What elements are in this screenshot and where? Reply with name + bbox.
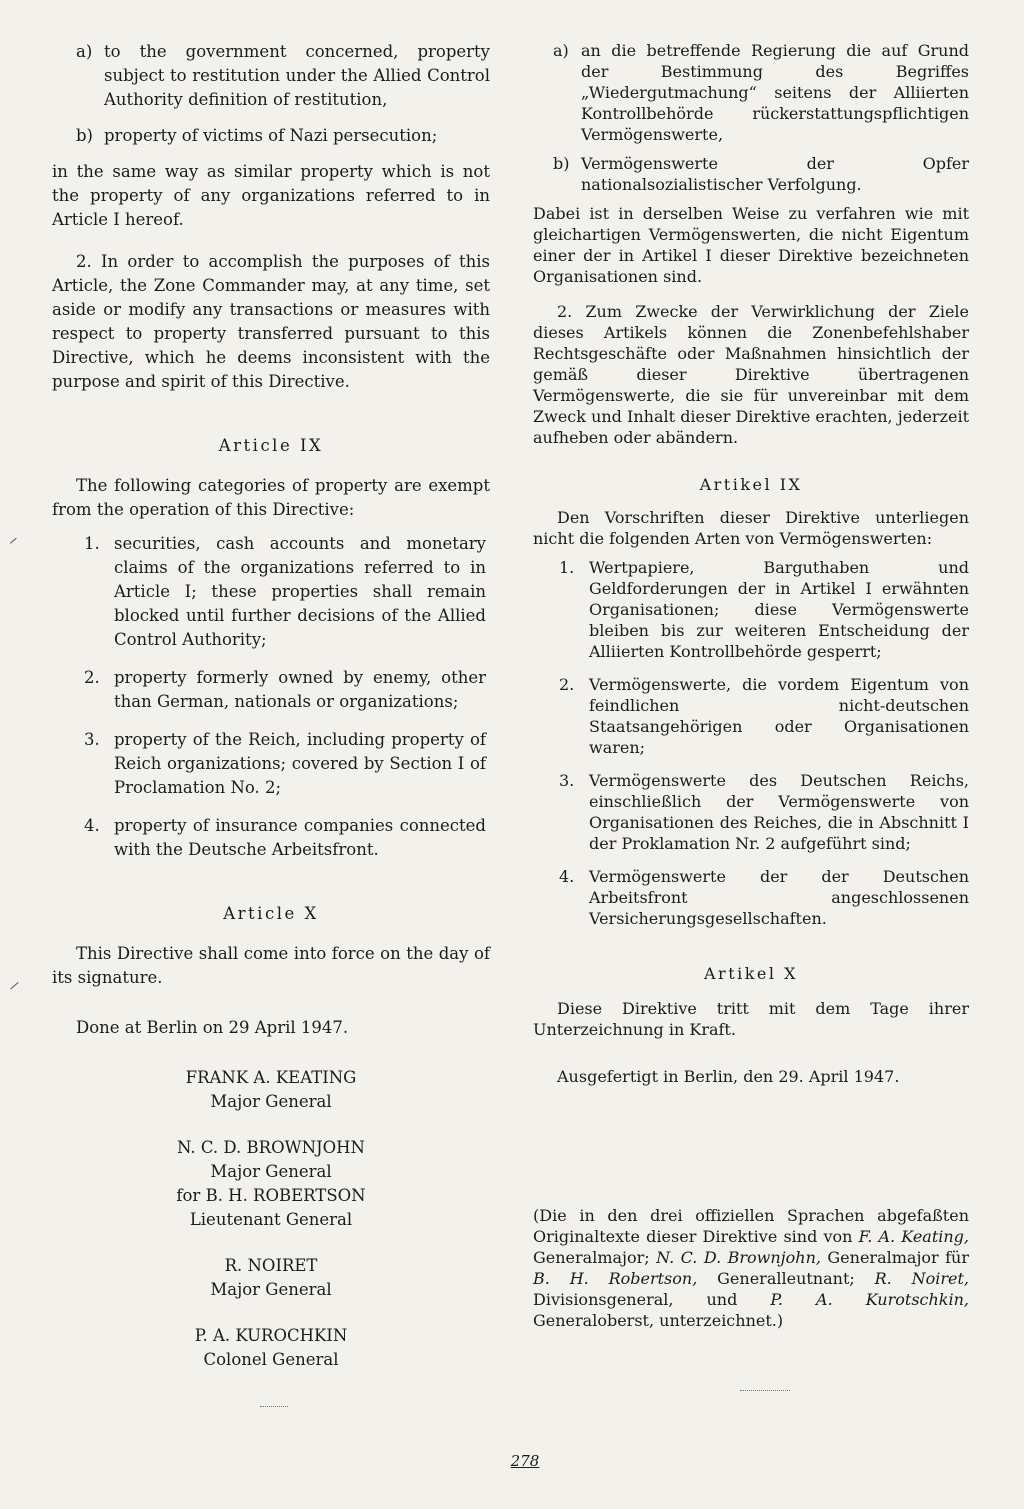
- item-label: 1.: [84, 534, 100, 553]
- note-text: Generalmajor für: [820, 1248, 969, 1267]
- item-text: Vermögenswerte, die vordem Eigentum von feindlichen nicht-deutschen Staatsangehörigen oder Organisationen waren;: [589, 675, 969, 757]
- scan-mark: [260, 1406, 288, 1407]
- note-text: Generalmajor;: [533, 1248, 657, 1267]
- signatory-rank: Major General: [210, 1092, 332, 1111]
- signatory-rank: Colonel General: [203, 1350, 339, 1369]
- item-text: an die betreffende Regierung die auf Grund der Bestimmung des Begriffes „Wiedergutmachung“ seitens der Alliierten Kontrollbehörde rückerstattungspflichtigen Vermögenswerte,: [581, 41, 969, 144]
- paragraph-2: 2. Zum Zwecke der Verwirklichung der Ziele dieses Artikels können die Zonenbefehlshaber Rechtsgeschäfte oder Maßnahmen hinsichtlich der gemäß dieser Direktive übertragenen Vermögenswerte, die sie für unvereinbar mit dem Zweck und Inhalt dieser Direktive erachten, jederzeit aufheben oder abändern.: [533, 302, 969, 447]
- signatory: [52, 1066, 490, 1114]
- item-text: Vermögenswerte des Deutschen Reichs, einschließlich der Vermögenswerte von Organisationen des Reiches, die in Abschnitt I der Proklamation Nr. 2 aufgeführt sind;: [589, 771, 969, 853]
- note-name: P. A. Kurotschkin,: [770, 1290, 969, 1309]
- item-text: Wertpapiere, Barguthaben und Geldforderungen der in Artikel I erwähnten Organisationen; diese Vermögenswerte bleiben bis zur weiteren Entscheidung der Alliierten Kontrollbehörde gesperrt;: [589, 558, 969, 661]
- artikel-ix-heading: Artikel IX: [699, 475, 803, 494]
- signatory-rank: Major General: [210, 1162, 332, 1181]
- signatory: [52, 1324, 490, 1372]
- item-label: b): [76, 126, 93, 145]
- scan-mark: [740, 1390, 790, 1391]
- list-item: [84, 728, 486, 800]
- item-label: 3.: [559, 771, 575, 790]
- german-items-ab: [553, 40, 969, 195]
- note-text: Generalleutnant;: [697, 1269, 875, 1288]
- paragraph-dabei: Dabei ist in derselben Weise zu verfahren wie mit gleichartigen Vermögenswerten, die nicht Eigentum einer der in Artikel I dieser Direktive bezeichneten Organisationen sind.: [533, 204, 969, 286]
- item-text: property formerly owned by enemy, other than German, nationals or organizations;: [114, 668, 486, 711]
- item-text: to the government concerned, property subject to restitution under the Allied Control Authority definition of restitution,: [104, 42, 490, 109]
- article-x-text: This Directive shall come into force on the day of its signature.: [52, 944, 490, 987]
- article-ix-list: [84, 532, 486, 862]
- artikel-x-text: Diese Direktive tritt mit dem Tage ihrer Unterzeichnung in Kraft.: [533, 999, 969, 1039]
- signatory: [52, 1136, 490, 1232]
- list-item: [559, 770, 969, 854]
- note-text: (Die in den drei offiziellen Sprachen abgefaßten Originaltexte dieser Direktive sind von: [533, 1206, 969, 1246]
- scan-mark: [10, 538, 18, 545]
- paragraph-same-way: in the same way as similar property which is not the property of any organizations referred to in Article I hereof.: [52, 162, 490, 229]
- artikel-x-heading: Artikel X: [703, 964, 798, 983]
- item-text: property of insurance companies connected with the Deutsche Arbeitsfront.: [114, 816, 486, 859]
- item-label: 4.: [559, 867, 575, 886]
- item-label: 4.: [84, 816, 100, 835]
- signatory-name: FRANK A. KEATING: [185, 1068, 357, 1087]
- item-label: 2.: [84, 668, 100, 687]
- english-items-ab: [76, 40, 490, 148]
- done-at: Done at Berlin on 29 April 1947.: [76, 1018, 349, 1037]
- artikel-ix-intro: Den Vorschriften dieser Direktive unterliegen nicht die folgenden Arten von Vermögenswerten:: [533, 508, 969, 548]
- item-text: property of the Reich, including property of Reich organizations; covered by Section I of Proclamation No. 2;: [114, 730, 486, 797]
- list-item: [76, 124, 490, 148]
- article-ix-heading: Article IX: [218, 436, 324, 455]
- note-text: Generaloberst, unterzeichnet.): [533, 1311, 784, 1330]
- signatory-name: N. C. D. BROWNJOHN: [177, 1138, 365, 1157]
- english-column: [52, 40, 490, 1394]
- paragraph-2: 2. In order to accomplish the purposes of this Article, the Zone Commander may, at any time, set aside or modify any transactions or measures with respect to property transferred pursuant to this Directive, which he deems inconsistent with the purpose and spirit of this Directive.: [52, 252, 490, 391]
- article-ix-intro: The following categories of property are exempt from the operation of this Directive:: [52, 476, 490, 519]
- list-item: [559, 557, 969, 662]
- signatory: [52, 1254, 490, 1302]
- item-text: Vermögenswerte der Opfer nationalsozialistischer Verfolgung.: [581, 154, 969, 194]
- german-column: [533, 40, 969, 1349]
- signatory-rank: Lieutenant General: [189, 1210, 353, 1229]
- list-item: [84, 814, 486, 862]
- list-item: [559, 866, 969, 929]
- item-label: 1.: [559, 558, 575, 577]
- signatures: [52, 1066, 490, 1372]
- list-item: [84, 666, 486, 714]
- signatory-for: for B. H. ROBERTSON: [176, 1186, 366, 1205]
- item-label: a): [553, 41, 569, 60]
- item-text: Vermögenswerte der der Deutschen Arbeitsfront angeschlossenen Versicherungsgesellschaften.: [589, 867, 969, 928]
- signatory-name: R. NOIRET: [224, 1256, 318, 1275]
- item-label: 3.: [84, 730, 100, 749]
- note-name: B. H. Robertson,: [533, 1269, 698, 1288]
- list-item: [76, 40, 490, 112]
- item-label: b): [553, 154, 570, 173]
- artikel-ix-list: [559, 557, 969, 929]
- item-label: 2.: [559, 675, 575, 694]
- ausgefertigt: Ausgefertigt in Berlin, den 29. April 1947.: [557, 1067, 900, 1086]
- article-x-heading: Article X: [223, 904, 319, 923]
- list-item: [84, 532, 486, 652]
- note-name: N. C. D. Brownjohn,: [656, 1248, 821, 1267]
- scan-mark: [10, 982, 20, 991]
- item-text: property of victims of Nazi persecution;: [104, 126, 438, 145]
- note-text: Divisionsgeneral, und: [533, 1290, 771, 1309]
- item-text: securities, cash accounts and monetary claims of the organizations referred to in Article I; these properties shall remain blocked until further decisions of the Allied Control Authority;: [114, 534, 486, 649]
- signatory-name: P. A. KUROCHKIN: [194, 1326, 348, 1345]
- signature-note: [533, 1205, 969, 1331]
- list-item: [559, 674, 969, 758]
- signatory-rank: Major General: [210, 1280, 332, 1299]
- note-name: R. Noiret,: [874, 1269, 969, 1288]
- list-item: [553, 40, 969, 145]
- list-item: [553, 153, 969, 195]
- item-label: a): [76, 42, 93, 61]
- note-name: F. A. Keating,: [858, 1227, 970, 1246]
- page-number: 278: [510, 1452, 540, 1470]
